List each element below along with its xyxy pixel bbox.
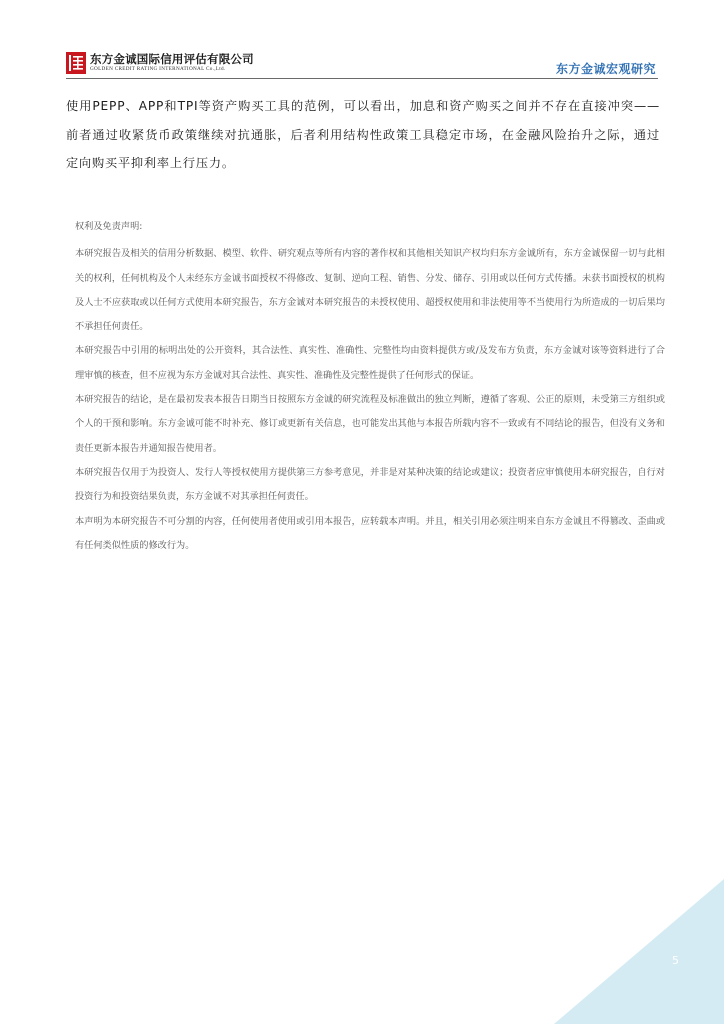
disclaimer-paragraph: 本研究报告仅用于为投资人、发行人等授权使用方提供第三方参考意见，并非是对某种决策的结论或建议；投资者应审慎使用本研究报告，自行对投资行为和投资结果负责，东方金诚不对其承担任何责任。 xyxy=(75,466,665,503)
page-header xyxy=(0,0,724,80)
disclaimer-section xyxy=(75,215,665,558)
disclaimer-paragraph: 本声明为本研究报告不可分割的内容，任何使用者使用或引用本报告，应转载本声明。并且，相关引用必须注明来自东方金诚且不得篡改、歪曲或有任何类似性质的修改行为。 xyxy=(75,515,665,551)
page-number: 5 xyxy=(672,954,679,967)
disclaimer-paragraph: 本研究报告的结论，是在最初发表本报告日期当日按照东方金诚的研究流程及标准做出的独立判断，遵循了客观、公正的原则，未受第三方组织或个人的干预和影响。东方金诚可能不时补充、修订或更新有关信息，也可能发出其他与本报告所载内容不一致或有不同结论的报告，但没有义务和责任更新本报告并通知报告使用者。 xyxy=(75,394,665,454)
logo-company-name: 东方金诚国际信用评估有限公司 xyxy=(90,51,254,66)
disclaimer-paragraph: 本研究报告及相关的信用分析数据、模型、软件、研究观点等所有内容的著作权和其他相关知识产权均归东方金诚所有，东方金诚保留一切与此相关的权利，任何机构及个人未经东方金诚书面授权不得修改、复制、逆向工程、销售、分发、储存、引用或以任何方式传播。未获书面授权的机构及人士不应获取或以任何方式使用本研究报告，东方金诚对本研究报告的未授权使用、超授权使用和非法使用等不当使用行为所造成的一切后果均不承担任何责任。 xyxy=(75,248,665,333)
disclaimer-title: 权利及免责声明: xyxy=(75,221,143,232)
corner-decoration xyxy=(554,879,724,1024)
body-paragraph: 使用PEPP、APP和TPI等资产购买工具的范例，可以看出，加息和资产购买之间并不存在直接冲突——前者通过收紧货币政策继续对抗通胀，后者利用结构性政策工具稳定市场，在金融风险抬升之际，通过定向购买平抑利率上行压力。 xyxy=(66,99,660,170)
main-body-text xyxy=(66,92,660,178)
company-logo xyxy=(66,52,254,74)
header-divider xyxy=(66,78,658,79)
header-title: 东方金诚宏观研究 xyxy=(555,62,656,76)
logo-company-name-en: GOLDEN CREDIT RATING INTERNATIONAL Co.,Ltd. xyxy=(90,66,226,73)
disclaimer-paragraph: 本研究报告中引用的标明出处的公开资料，其合法性、真实性、准确性、完整性均由资料提供方或/及发布方负责，东方金诚对该等资料进行了合理审慎的核查，但不应视为东方金诚对其合法性、真实性、准确性及完整性提供了任何形式的保证。 xyxy=(75,345,665,381)
logo-emblem-icon xyxy=(66,52,86,74)
